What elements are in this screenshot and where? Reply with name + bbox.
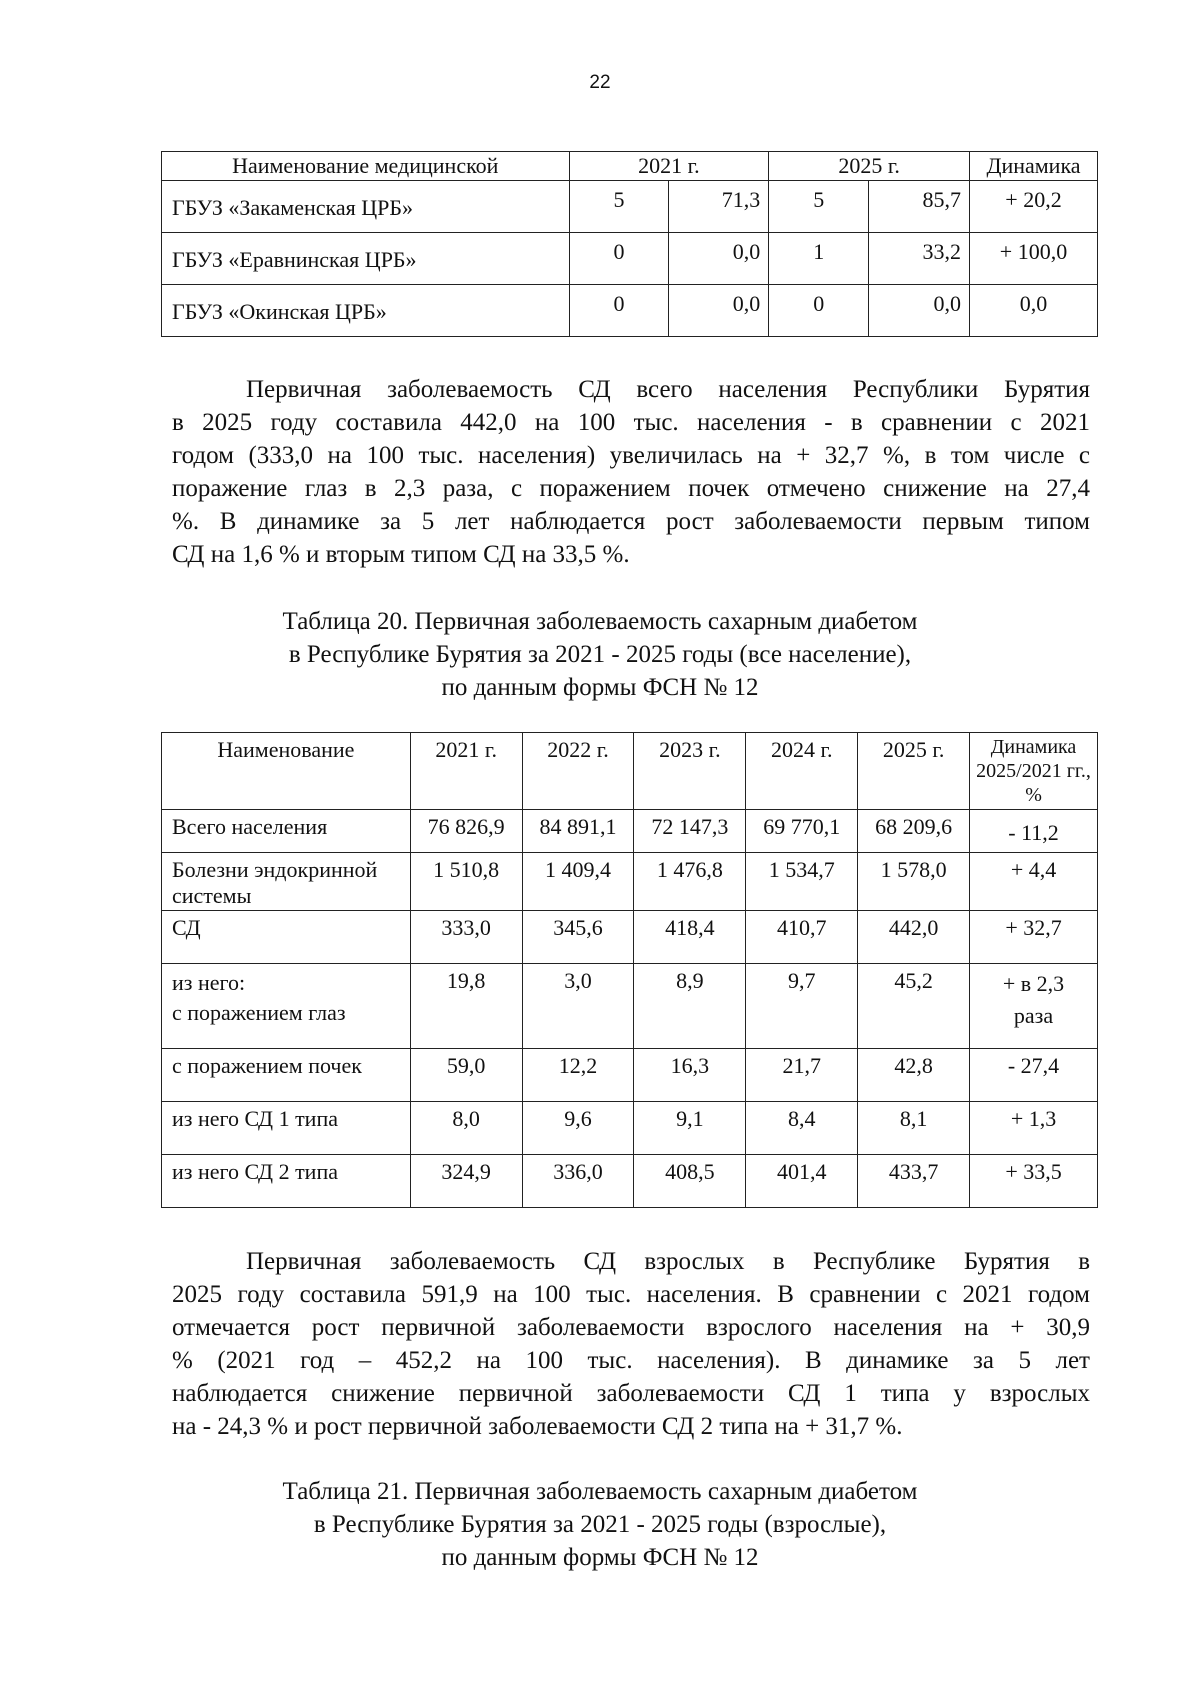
row-name: с поражением почек [162,1049,411,1102]
caption-line: по данным формы ФСН № 12 [441,674,759,701]
table-20-caption [0,605,1200,704]
table-row [162,964,1098,1049]
table-row [162,285,1098,337]
caption-line: Таблица 20. Первичная заболеваемость сахарным диабетом [282,608,918,635]
row-name: из него СД 2 типа [162,1155,411,1208]
cell: 33,2 [869,233,970,285]
table-row [162,810,1098,853]
facility-table [161,151,1098,337]
cell: 8,9 [634,964,746,1049]
header-cell-year: 2024 г. [746,733,858,810]
cell: 0 [569,285,669,337]
cell: 42,8 [858,1049,970,1102]
cell: 1 578,0 [858,853,970,911]
caption-line: в Республике Бурятия за 2021 - 2025 годы (все население), [288,641,912,668]
cell: 71,3 [669,181,769,233]
cell: 12,2 [522,1049,634,1102]
cell-dynamics: + 33,5 [970,1155,1098,1208]
cell: 418,4 [634,911,746,964]
table-row [162,853,1098,911]
cell: 433,7 [858,1155,970,1208]
row-name-line: с поражением глаз [172,1000,346,1025]
cell-dynamics: + 32,7 [970,911,1098,964]
cell: 69 770,1 [746,810,858,853]
table-row [162,1049,1098,1102]
table-21-caption [0,1475,1200,1574]
table-row [162,181,1098,233]
cell: 410,7 [746,911,858,964]
cell: 3,0 [522,964,634,1049]
table-header-row [162,152,1098,181]
cell-dynamics: + 4,4 [970,853,1098,911]
row-name: из него СД 1 типа [162,1102,411,1155]
cell: 16,3 [634,1049,746,1102]
row-name [162,964,411,1049]
cell: 1 409,4 [522,853,634,911]
paragraph-adults [172,1245,1090,1443]
caption-line: Таблица 21. Первичная заболеваемость сахарным диабетом [282,1478,918,1505]
cell: 1 [769,233,869,285]
header-cell-year: 2021 г. [410,733,522,810]
cell: 5 [569,181,669,233]
paragraph-line: %. В динамике за 5 лет наблюдается рост заболеваемости первым типом [172,508,1090,535]
cell: 1 476,8 [634,853,746,911]
header-cell-year: 2025 г. [858,733,970,810]
header-cell-year: 2022 г. [522,733,634,810]
cell: 0,0 [869,285,970,337]
page-number: 22 [589,72,611,93]
paragraph-line: 2025 году составила 591,9 на 100 тыс. населения. В сравнении с 2021 годом [172,1281,1090,1308]
cell: 0,0 [669,233,769,285]
cell: 68 209,6 [858,810,970,853]
table-row [162,1155,1098,1208]
row-name: ГБУЗ «Окинская ЦРБ» [162,285,570,337]
row-name: Болезни эндокринной системы [162,853,411,911]
row-name: Всего населения [162,810,411,853]
row-name-line: из него: [172,970,246,995]
cell: 1 510,8 [410,853,522,911]
cell-dynamics: - 27,4 [970,1049,1098,1102]
header-cell-name: Наименование медицинской [162,152,570,181]
cell: 59,0 [410,1049,522,1102]
table-20 [161,732,1098,1208]
paragraph-line: СД на 1,6 % и вторым типом СД на 33,5 %. [172,541,630,568]
dynamics-line: раза [1013,1003,1054,1028]
cell: 9,7 [746,964,858,1049]
cell-dynamics: + 100,0 [970,233,1098,285]
cell: 1 534,7 [746,853,858,911]
table-row [162,1102,1098,1155]
paragraph-line: % (2021 год – 452,2 на 100 тыс. населения). В динамике за 5 лет [172,1347,1090,1374]
paragraph-line: поражение глаз в 2,3 раза, с поражением почек отмечено снижение на 27,4 [172,475,1090,502]
cell-dynamics: + 20,2 [970,181,1098,233]
header-cell-year: 2023 г. [634,733,746,810]
cell: 9,6 [522,1102,634,1155]
caption-line: в Республике Бурятия за 2021 - 2025 годы (взрослые), [313,1511,887,1538]
row-name: СД [162,911,411,964]
header-cell-dynamics: Динамика 2025/2021 гг., % [970,733,1098,810]
paragraph-line: годом (333,0 на 100 тыс. населения) увеличилась на + 32,7 %, в том числе с [172,442,1090,469]
cell-dynamics: 0,0 [970,285,1098,337]
cell: 345,6 [522,911,634,964]
paragraph-line: в 2025 году составила 442,0 на 100 тыс. населения - в сравнении с 2021 [172,409,1090,436]
cell: 76 826,9 [410,810,522,853]
cell: 72 147,3 [634,810,746,853]
cell: 84 891,1 [522,810,634,853]
paragraph-total-population [172,373,1090,571]
cell-dynamics: - 11,2 [970,810,1098,853]
row-name: ГБУЗ «Еравнинская ЦРБ» [162,233,570,285]
cell-dynamics: + 1,3 [970,1102,1098,1155]
table-row [162,911,1098,964]
cell: 408,5 [634,1155,746,1208]
header-cell-name: Наименование [162,733,411,810]
cell: 401,4 [746,1155,858,1208]
cell: 5 [769,181,869,233]
cell: 0,0 [669,285,769,337]
cell: 8,0 [410,1102,522,1155]
cell: 0 [769,285,869,337]
cell: 8,1 [858,1102,970,1155]
cell: 21,7 [746,1049,858,1102]
cell: 45,2 [858,964,970,1049]
cell: 8,4 [746,1102,858,1155]
header-cell-2025: 2025 г. [769,152,970,181]
header-cell-2021: 2021 г. [569,152,769,181]
paragraph-line: отмечается рост первичной заболеваемости взрослого населения на + 30,9 [172,1314,1090,1341]
row-name: ГБУЗ «Закаменская ЦРБ» [162,181,570,233]
table-row [162,233,1098,285]
dynamics-line: + в 2,3 [1002,971,1065,996]
cell: 9,1 [634,1102,746,1155]
cell: 336,0 [522,1155,634,1208]
table-header-row [162,733,1098,810]
cell: 442,0 [858,911,970,964]
header-cell-dynamics: Динамика [970,152,1098,181]
cell: 19,8 [410,964,522,1049]
cell: 0 [569,233,669,285]
cell: 324,9 [410,1155,522,1208]
paragraph-line: наблюдается снижение первичной заболеваемости СД 1 типа у взрослых [172,1380,1090,1407]
cell-dynamics [970,964,1098,1049]
caption-line: по данным формы ФСН № 12 [441,1544,759,1571]
paragraph-line: Первичная заболеваемость СД всего населения Республики Бурятия [246,376,1090,403]
paragraph-line: Первичная заболеваемость СД взрослых в Республике Бурятия в [246,1248,1090,1275]
paragraph-line: на - 24,3 % и рост первичной заболеваемости СД 2 типа на + 31,7 %. [172,1413,903,1440]
cell: 333,0 [410,911,522,964]
cell: 85,7 [869,181,970,233]
